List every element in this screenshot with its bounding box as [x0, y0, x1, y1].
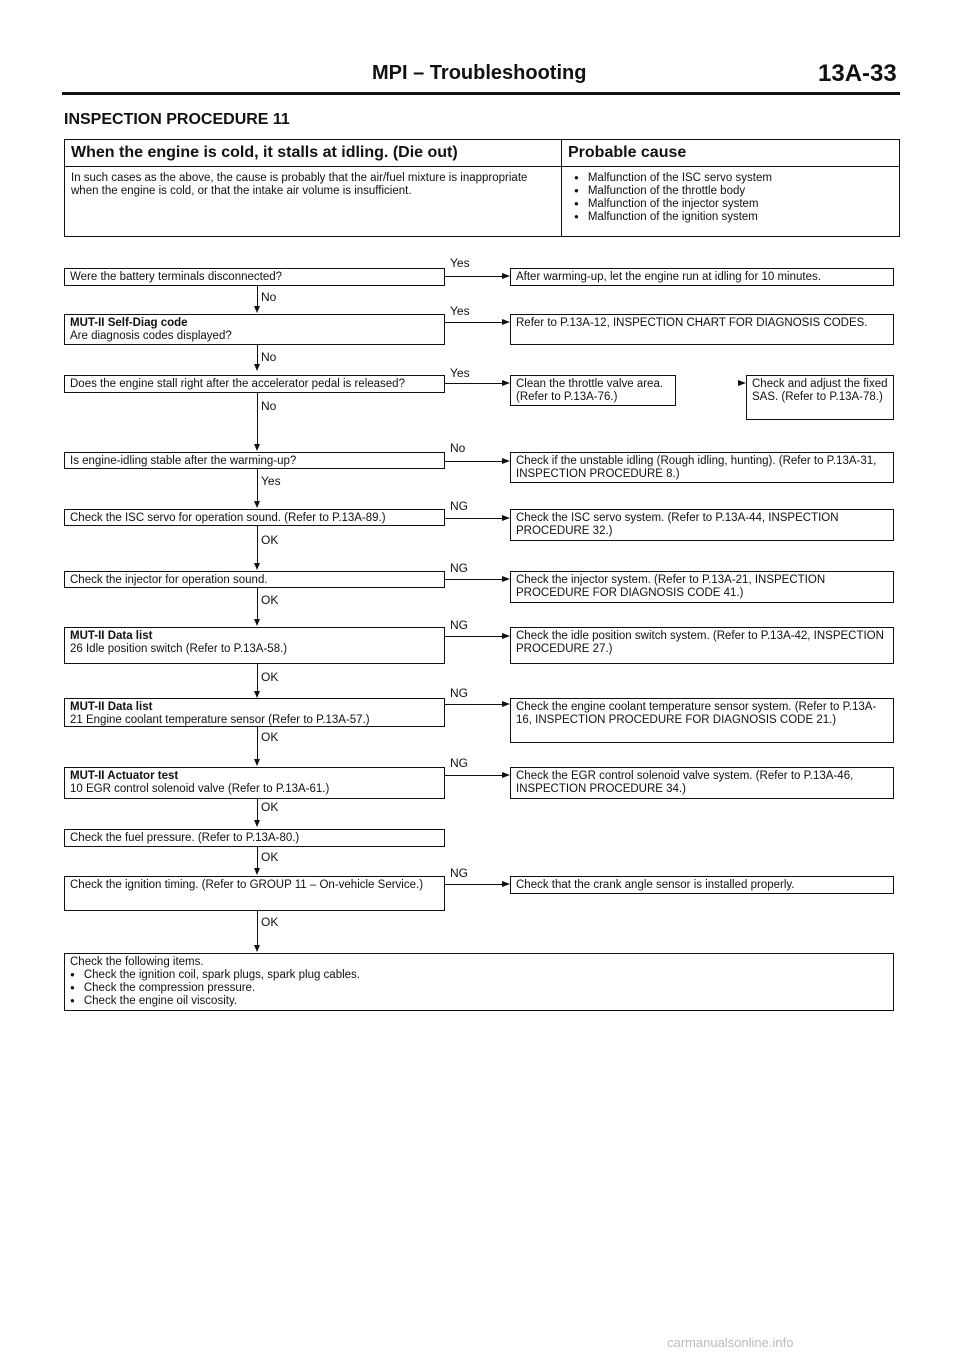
page-number: 13A-33	[818, 60, 897, 87]
ok-label: OK	[261, 670, 279, 684]
cause-item: ● Malfunction of the throttle body	[574, 185, 893, 198]
cause-column	[562, 140, 899, 236]
final-item: ● Check the compression pressure.	[70, 982, 888, 995]
ok-label: OK	[261, 533, 279, 547]
condition-table	[64, 139, 900, 237]
flow-connector	[257, 799, 258, 822]
result-clean-throttle: Clean the throttle valve area. (Refer to P.13A-76.)	[510, 375, 676, 406]
flow-connector	[445, 636, 503, 637]
step-data-list-coolant-sensor	[64, 698, 445, 727]
no-label: No	[261, 399, 277, 413]
flow-connector	[445, 276, 503, 277]
ok-label: OK	[261, 915, 279, 929]
flow-connector	[257, 587, 258, 621]
flow-arrow	[502, 633, 510, 639]
no-label: No	[261, 290, 277, 304]
result-warm-up-idle: After warming-up, let the engine run at idling for 10 minutes.	[510, 268, 894, 286]
step-title: MUT-II Self-Diag code	[70, 317, 188, 329]
result-idle-switch-system: Check the idle position switch system. (Refer to P.13A-42, INSPECTION PROCEDURE 27.)	[510, 627, 894, 664]
step-stall-after-pedal: Does the engine stall right after the accelerator pedal is released?	[64, 375, 445, 393]
flow-connector	[257, 345, 258, 366]
ok-label: OK	[261, 850, 279, 864]
flow-arrow	[502, 515, 510, 521]
flow-connector	[445, 518, 503, 519]
flow-arrow	[502, 576, 510, 582]
flow-arrow	[502, 273, 510, 279]
cause-item: ● Malfunction of the injector system	[574, 198, 893, 211]
final-item: ● Check the engine oil viscosity.	[70, 995, 888, 1008]
result-adjust-sas: Check and adjust the fixed SAS. (Refer to P.13A-78.)	[746, 375, 894, 420]
flow-connector	[445, 461, 503, 462]
flow-connector	[445, 383, 503, 384]
result-isc-servo-system: Check the ISC servo system. (Refer to P.13A-44, INSPECTION PROCEDURE 32.)	[510, 509, 894, 541]
flow-arrow	[502, 881, 510, 887]
result-diagnosis-chart: Refer to P.13A-12, INSPECTION CHART FOR DIAGNOSIS CODES.	[510, 314, 894, 345]
flow-arrow	[254, 306, 260, 313]
step-data-list-idle-switch	[64, 627, 445, 664]
step-battery-disconnected: Were the battery terminals disconnected?	[64, 268, 445, 286]
flow-arrow	[254, 364, 260, 371]
flow-arrow	[502, 772, 510, 778]
final-check-items	[64, 953, 894, 1011]
no-label: No	[450, 441, 466, 455]
flow-arrow	[254, 945, 260, 952]
flow-connector	[257, 847, 258, 870]
step-title: MUT-II Data list	[70, 630, 153, 642]
flow-arrow	[254, 868, 260, 875]
flow-connector	[257, 911, 258, 947]
flow-connector	[445, 884, 503, 885]
result-crank-angle-sensor: Check that the crank angle sensor is installed properly.	[510, 876, 894, 894]
step-isc-servo-sound: Check the ISC servo for operation sound. (Refer to P.13A-89.)	[64, 509, 445, 526]
ok-label: OK	[261, 800, 279, 814]
page-header-title: MPI – Troubleshooting	[372, 62, 587, 84]
flow-arrow	[254, 820, 260, 827]
ng-label: NG	[450, 866, 468, 880]
result-egr-solenoid-system: Check the EGR control solenoid valve system. (Refer to P.13A-46, INSPECTION PROCEDURE 34.)	[510, 767, 894, 799]
step-self-diag-code	[64, 314, 445, 345]
step-idling-stable: Is engine-idling stable after the warming-up?	[64, 452, 445, 469]
flow-arrow	[254, 444, 260, 451]
watermark: carmanualsonline.info	[667, 1335, 794, 1350]
ng-label: NG	[450, 499, 468, 513]
flow-arrow	[738, 380, 746, 386]
cause-item: ● Malfunction of the ignition system	[574, 211, 893, 224]
step-ignition-timing: Check the ignition timing. (Refer to GROUP 11 – On-vehicle Service.)	[64, 876, 445, 911]
step-fuel-pressure: Check the fuel pressure. (Refer to P.13A-80.)	[64, 829, 445, 847]
step-text: 21 Engine coolant temperature sensor (Refer to P.13A-57.)	[70, 714, 370, 726]
no-label: No	[261, 350, 277, 364]
ng-label: NG	[450, 756, 468, 770]
flow-arrow	[502, 458, 510, 464]
flow-arrow	[254, 759, 260, 766]
condition-text: In such cases as the above, the cause is probably that the air/fuel mixture is inappropriate when the engine is cold, or that the intake air volume is insufficient.	[71, 172, 528, 197]
step-actuator-test-egr	[64, 767, 445, 799]
yes-label: Yes	[450, 304, 470, 318]
condition-title: When the engine is cold, it stalls at idling. (Die out)	[65, 140, 561, 167]
step-title: MUT-II Actuator test	[70, 770, 179, 782]
result-coolant-sensor-system: Check the engine coolant temperature sensor system. (Refer to P.13A-16, INSPECTION PROCEDURE FOR DIAGNOSIS CODE 21.)	[510, 698, 894, 743]
flow-arrow	[502, 380, 510, 386]
final-item-list	[70, 969, 888, 1008]
ok-label: OK	[261, 730, 279, 744]
step-text: 10 EGR control solenoid valve (Refer to P.13A-61.)	[70, 783, 330, 795]
step-title: MUT-II Data list	[70, 701, 153, 713]
flow-connector	[257, 469, 258, 503]
ok-label: OK	[261, 593, 279, 607]
final-item: ● Check the ignition coil, spark plugs, spark plug cables.	[70, 969, 888, 982]
step-text: 26 Idle position switch (Refer to P.13A-58.)	[70, 643, 288, 655]
flow-arrow	[502, 319, 510, 325]
flow-connector	[257, 286, 258, 308]
flow-arrow	[254, 619, 260, 626]
ng-label: NG	[450, 686, 468, 700]
step-text: Are diagnosis codes displayed?	[70, 330, 232, 342]
yes-label: Yes	[261, 474, 281, 488]
flow-connector	[257, 525, 258, 565]
yes-label: Yes	[450, 366, 470, 380]
flow-arrow	[254, 691, 260, 698]
condition-column	[65, 140, 562, 236]
flow-arrow	[254, 501, 260, 508]
flow-connector	[257, 393, 258, 446]
cause-list	[568, 172, 893, 224]
flow-connector	[257, 727, 258, 761]
flow-connector	[445, 322, 503, 323]
cause-item: ● Malfunction of the ISC servo system	[574, 172, 893, 185]
header-rule	[62, 92, 900, 95]
flow-connector	[445, 704, 503, 705]
result-unstable-idling: Check if the unstable idling (Rough idling, hunting). (Refer to P.13A-31, INSPECTION PROCEDURE 8.)	[510, 452, 894, 483]
ng-label: NG	[450, 561, 468, 575]
result-injector-system: Check the injector system. (Refer to P.13A-21, INSPECTION PROCEDURE FOR DIAGNOSIS CODE 41.)	[510, 571, 894, 603]
step-injector-sound: Check the injector for operation sound.	[64, 571, 445, 588]
cause-title: Probable cause	[562, 140, 899, 167]
yes-label: Yes	[450, 256, 470, 270]
flow-connector	[445, 579, 503, 580]
final-title: Check the following items.	[70, 956, 204, 968]
section-title: INSPECTION PROCEDURE 11	[64, 111, 290, 128]
flow-connector	[445, 775, 503, 776]
flow-connector	[257, 664, 258, 693]
ng-label: NG	[450, 618, 468, 632]
flow-arrow	[502, 701, 510, 707]
flow-arrow	[254, 563, 260, 570]
